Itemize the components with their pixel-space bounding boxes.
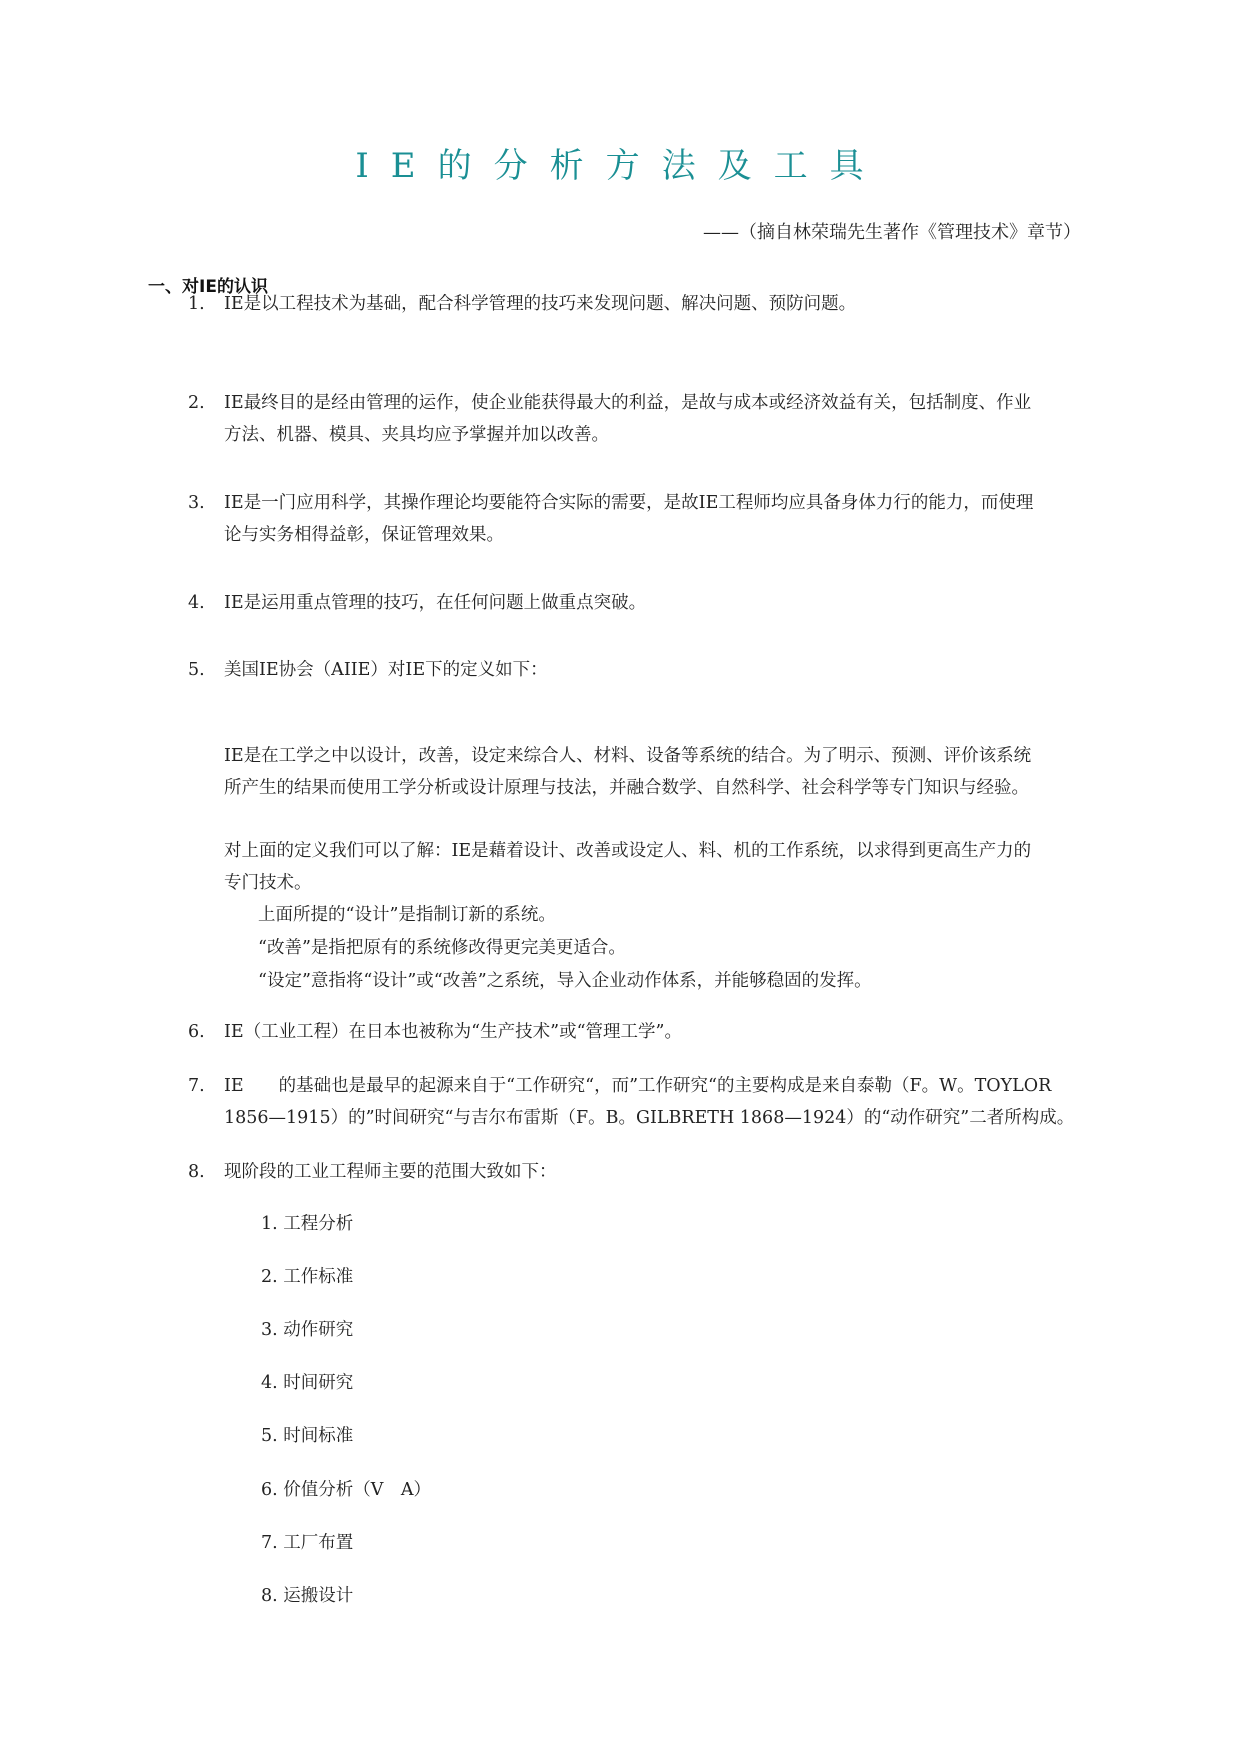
definition-paragraph [224, 740, 1094, 804]
text-line: 对上面的定义我们可以了解：IE是藉着设计、改善或设定人、料、机的工作系统，以求得到更高生产力的 [224, 841, 1032, 861]
list-item-text [224, 587, 1094, 619]
text-line: IE 的基础也是最早的起源来自于“工作研究“，而”工作研究“的主要构成是来自泰勒（F。W。TOYLOR [224, 1076, 1052, 1096]
scope-list-item: 4. 时间研究 [261, 1373, 354, 1393]
list-item-text [224, 654, 1094, 686]
list-item-number: 8. [188, 1162, 205, 1182]
text-line: IE是一门应用科学，其操作理论均要能符合实际的需要，是故IE工程师均应具备身体力行的能力，而使理 [224, 493, 1034, 513]
list-item-number: 1. [188, 294, 205, 314]
text-line: 方法、机器、模具、夹具均应予掌握并加以改善。 [224, 425, 609, 445]
list-item-number: 3. [188, 493, 205, 513]
scope-list-item: 3. 动作研究 [261, 1320, 354, 1340]
text-line: IE是以工程技术为基础，配合科学管理的技巧来发现问题、解决问题、预防问题。 [224, 294, 857, 314]
list-item-text [224, 1070, 1094, 1134]
text-line: 美国IE协会（AIIE）对IE下的定义如下： [224, 660, 548, 680]
text-line: 所产生的结果而使用工学分析或设计原理与技法，并融合数学、自然科学、社会科学等专门知识与经验。 [224, 778, 1029, 798]
source-attribution: ——（摘自林荣瑞先生著作《管理技术》章节） [703, 222, 1081, 243]
text-line: IE最终目的是经由管理的运作，使企业能获得最大的利益，是故与成本或经济效益有关，包括制度、作业 [224, 393, 1032, 413]
text-line: IE是在工学之中以设计，改善，设定来综合人、材料、设备等系统的结合。为了明示、预测、评价该系统 [224, 746, 1032, 766]
scope-list-item: 6. 价值分析（V A） [261, 1480, 432, 1500]
list-item-text [224, 1016, 1094, 1048]
list-item-number: 4. [188, 593, 205, 613]
scope-list-item: 5. 时间标准 [261, 1426, 354, 1446]
list-item-text [224, 1156, 1094, 1188]
text-line: 1856—1915）的”时间研究“与吉尔布雷斯（F。B。GILBRETH 1868—1924）的“动作研究”二者所构成。 [224, 1108, 1075, 1128]
list-item-number: 6. [188, 1022, 205, 1042]
section-heading: 一、对IE的认识 [148, 277, 268, 297]
list-item-text [224, 387, 1094, 451]
explanation-line: 上面所提的“设计”是指制订新的系统。 [258, 905, 556, 925]
text-line: IE（工业工程）在日本也被称为“生产技术”或“管理工学”。 [224, 1022, 682, 1042]
text-line: 专门技术。 [224, 873, 312, 893]
text-line: IE是运用重点管理的技巧，在任何问题上做重点突破。 [224, 593, 647, 613]
text-line: 论与实务相得益彰，保证管理效果。 [224, 525, 504, 545]
list-item-number: 5. [188, 660, 205, 680]
scope-list-item: 1. 工程分析 [261, 1214, 354, 1234]
scope-list-item: 2. 工作标准 [261, 1267, 354, 1287]
list-item-text [224, 288, 1094, 320]
list-item-number: 2. [188, 393, 205, 413]
explanation-line: “设定”意指将“设计”或“改善”之系统，导入企业动作体系，并能够稳固的发挥。 [258, 971, 872, 991]
text-line: 现阶段的工业工程师主要的范围大致如下： [224, 1162, 557, 1182]
scope-list-item: 7. 工厂布置 [261, 1533, 354, 1553]
scope-list-item: 8. 运搬设计 [261, 1586, 354, 1606]
list-item-number: 7. [188, 1076, 205, 1096]
understanding-paragraph [224, 835, 1094, 899]
list-item-text [224, 487, 1094, 551]
page-title: IE的分析方法及工具 [355, 146, 886, 186]
explanation-line: “改善”是指把原有的系统修改得更完美更适合。 [258, 938, 626, 958]
